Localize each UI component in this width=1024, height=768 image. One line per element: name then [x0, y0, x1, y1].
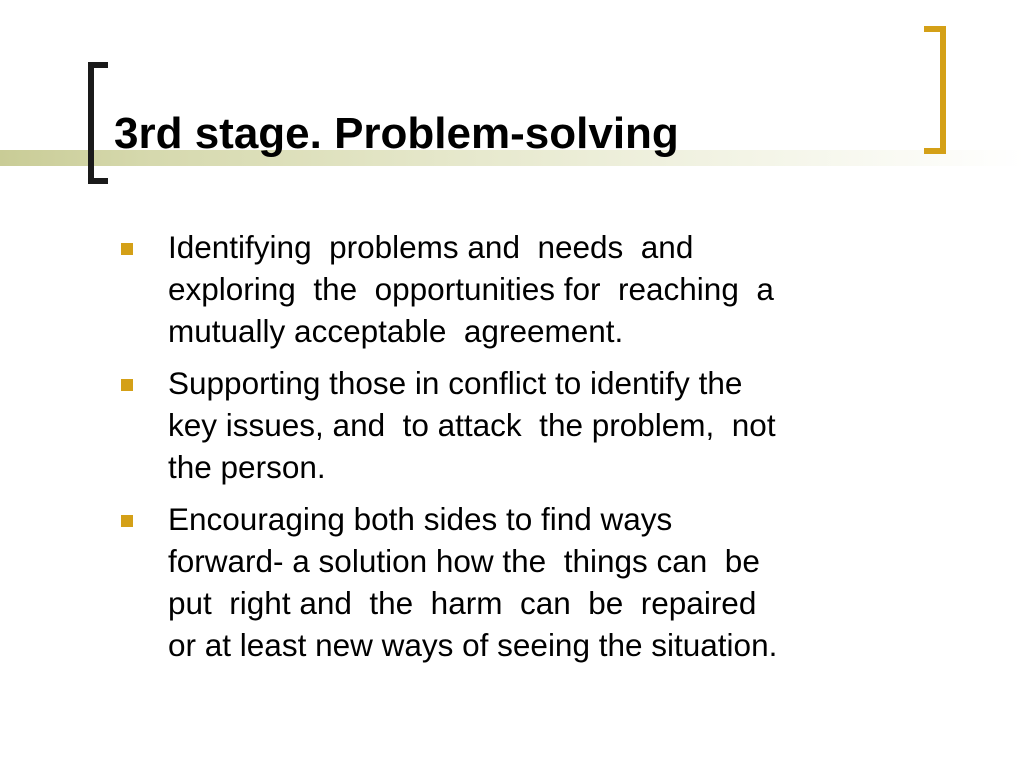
bullet-text-line: put right and the harm can be repaired	[168, 585, 757, 621]
bullet-text-line: exploring the opportunities for reaching a	[168, 271, 774, 307]
square-bullet-icon	[121, 243, 133, 255]
left-bracket-decoration	[88, 62, 108, 184]
bullet-text-line: the person.	[168, 449, 326, 485]
bullet-text-line: mutually acceptable agreement.	[168, 313, 624, 349]
bullet-text-line: Identifying problems and needs and	[168, 229, 694, 265]
bullet-text-line: key issues, and to attack the problem, not	[168, 407, 776, 443]
list-item	[118, 362, 948, 488]
square-bullet-icon	[121, 379, 133, 391]
list-item	[118, 498, 948, 666]
bullet-list	[118, 226, 948, 676]
slide-title: 3rd stage. Problem-solving	[114, 109, 679, 158]
bullet-text-line: or at least new ways of seeing the situation.	[168, 627, 778, 663]
list-item	[118, 226, 948, 352]
bullet-text-line: forward- a solution how the things can be	[168, 543, 760, 579]
square-bullet-icon	[121, 515, 133, 527]
bullet-text-line: Supporting those in conflict to identify the	[168, 365, 743, 401]
right-bracket-decoration	[924, 26, 946, 154]
bullet-text-line: Encouraging both sides to find ways	[168, 501, 673, 537]
